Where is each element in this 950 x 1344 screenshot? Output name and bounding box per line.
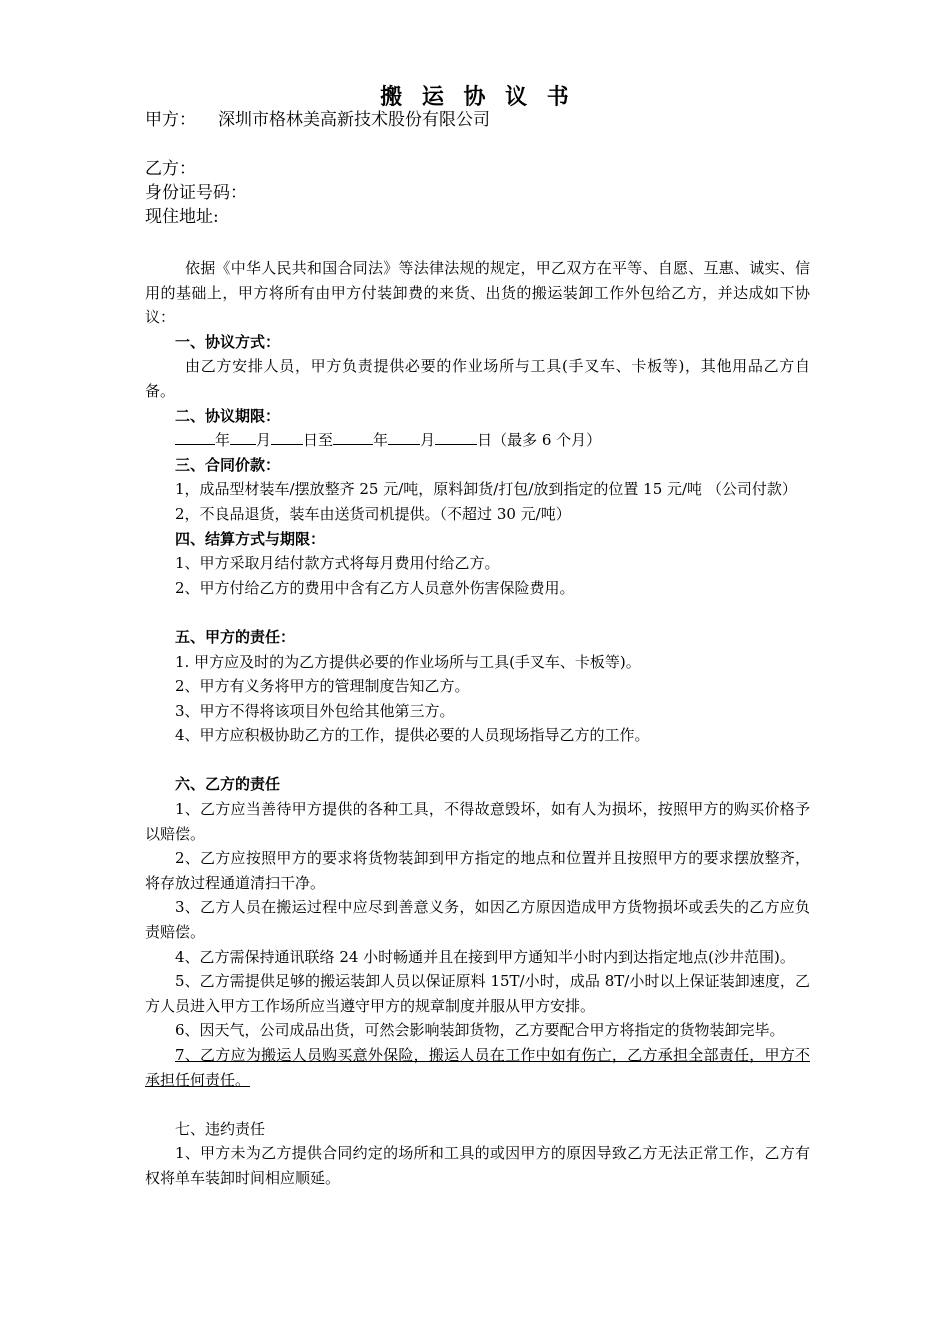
section-6-item-insurance: 7、乙方应为搬运人员购买意外保险，搬运人员在工作中如有伤亡，乙方承担全部责任，甲方不承担任何责任。 xyxy=(145,1046,810,1089)
section-3-heading: 三、合同价款： xyxy=(175,455,281,474)
section-4-heading: 四、结算方式与期限： xyxy=(175,529,326,548)
section-1-heading: 一、协议方式： xyxy=(175,332,281,351)
section-6-item: 2、乙方应按照甲方的要求将货物装卸到甲方指定的地点和位置并且按照甲方的要求摆放整齐，将存放过程通道清扫干净。 xyxy=(145,849,810,892)
term-year-end: 年 xyxy=(373,431,389,450)
term-month: 月 xyxy=(256,431,272,450)
term-day-end: 日（最多 6 个月） xyxy=(477,431,602,450)
section-5-item: 2、甲方有义务将甲方的管理制度告知乙方。 xyxy=(175,677,470,696)
id-number-label: 身份证号码： xyxy=(145,183,247,203)
intro-paragraph: 依据《中华人民共和国合同法》等法律法规的规定，甲乙双方在平等、自愿、互惠、诚实、信用的基础上，甲方将所有由甲方付装卸费的来货、出货的搬运装卸工作外包给乙方，并达成如下协议： xyxy=(145,259,810,327)
term-day-to: 日至 xyxy=(303,431,334,450)
section-6-item: 3、乙方人员在搬运过程中应尽到善意义务，如因乙方原因造成甲方货物损坏或丢失的乙方应负责赔偿。 xyxy=(145,898,810,942)
section-5-item: 3、甲方不得将该项目外包给其他第三方。 xyxy=(175,701,455,720)
section-6-heading: 六、乙方的责任 xyxy=(175,775,281,794)
address-label: 现住地址: xyxy=(145,207,219,227)
section-6-item: 1、乙方应当善待甲方提供的各种工具，不得故意毁坏，如有人为损坏，按照甲方的购买价格予以赔偿。 xyxy=(145,800,810,843)
section-2-heading: 二、协议期限： xyxy=(175,406,281,425)
section-4-item: 2、甲方付给乙方的费用中含有乙方人员意外伤害保险费用。 xyxy=(175,578,575,597)
section-5-heading: 五、甲方的责任： xyxy=(175,627,296,646)
document-title: 搬 运 协 议 书 xyxy=(380,84,575,110)
section-1-text: 由乙方安排人员，甲方负责提供必要的作业场所与工具(手叉车、卡板等)，其他用品乙方自备。 xyxy=(145,357,810,400)
term-line xyxy=(145,428,810,453)
section-4-item: 1、甲方采取月结付款方式将每月费用付给乙方。 xyxy=(175,554,500,573)
section-6-item: 4、乙方需保持通讯联络 24 小时畅通并且在接到甲方通知半小时内到达指定地点(沙井范围)。 xyxy=(175,947,795,966)
term-year: 年 xyxy=(215,431,231,450)
section-5-item: 4、甲方应积极协助乙方的工作，提供必要的人员现场指导乙方的工作。 xyxy=(175,726,650,745)
section-7-item: 1、甲方未为乙方提供合同约定的场所和工具的或因甲方的原因导致乙方无法正常工作，乙方有权将单车装卸时间相应顺延。 xyxy=(145,1144,810,1187)
party-a-label: 甲方： xyxy=(145,110,196,130)
section-3-item: 1，成品型材装车/摆放整齐 25 元/吨，原料卸货/打包/放到指定的位置 15 元/吨 （公司付款） xyxy=(175,480,797,499)
term-month-end: 月 xyxy=(420,431,436,450)
party-a-line xyxy=(145,108,490,132)
section-7-heading: 七、违约责任 xyxy=(175,1119,266,1138)
agreement-body xyxy=(145,256,810,1191)
section-6-item: 6、因天气，公司成品出货，可然会影响装卸货物，乙方要配合甲方将指定的货物装卸完毕。 xyxy=(175,1021,785,1040)
section-6-item: 5、乙方需提供足够的搬运装卸人员以保证原料 15T/小时，成品 8T/小时以上保证装卸速度，乙方人员进入甲方工作场所应当遵守甲方的规章制度并服从甲方安排。 xyxy=(145,972,810,1015)
section-3-item: 2，不良品退货，装车由送货司机提供。（不超过 30 元/吨） xyxy=(175,504,571,523)
section-5-item: 1. 甲方应及时的为乙方提供必要的作业场所与工具(手叉车、卡板等)。 xyxy=(175,652,641,671)
party-a-value: 深圳市格林美高新技术股份有限公司 xyxy=(218,110,490,130)
party-b-label: 乙方： xyxy=(145,159,196,179)
